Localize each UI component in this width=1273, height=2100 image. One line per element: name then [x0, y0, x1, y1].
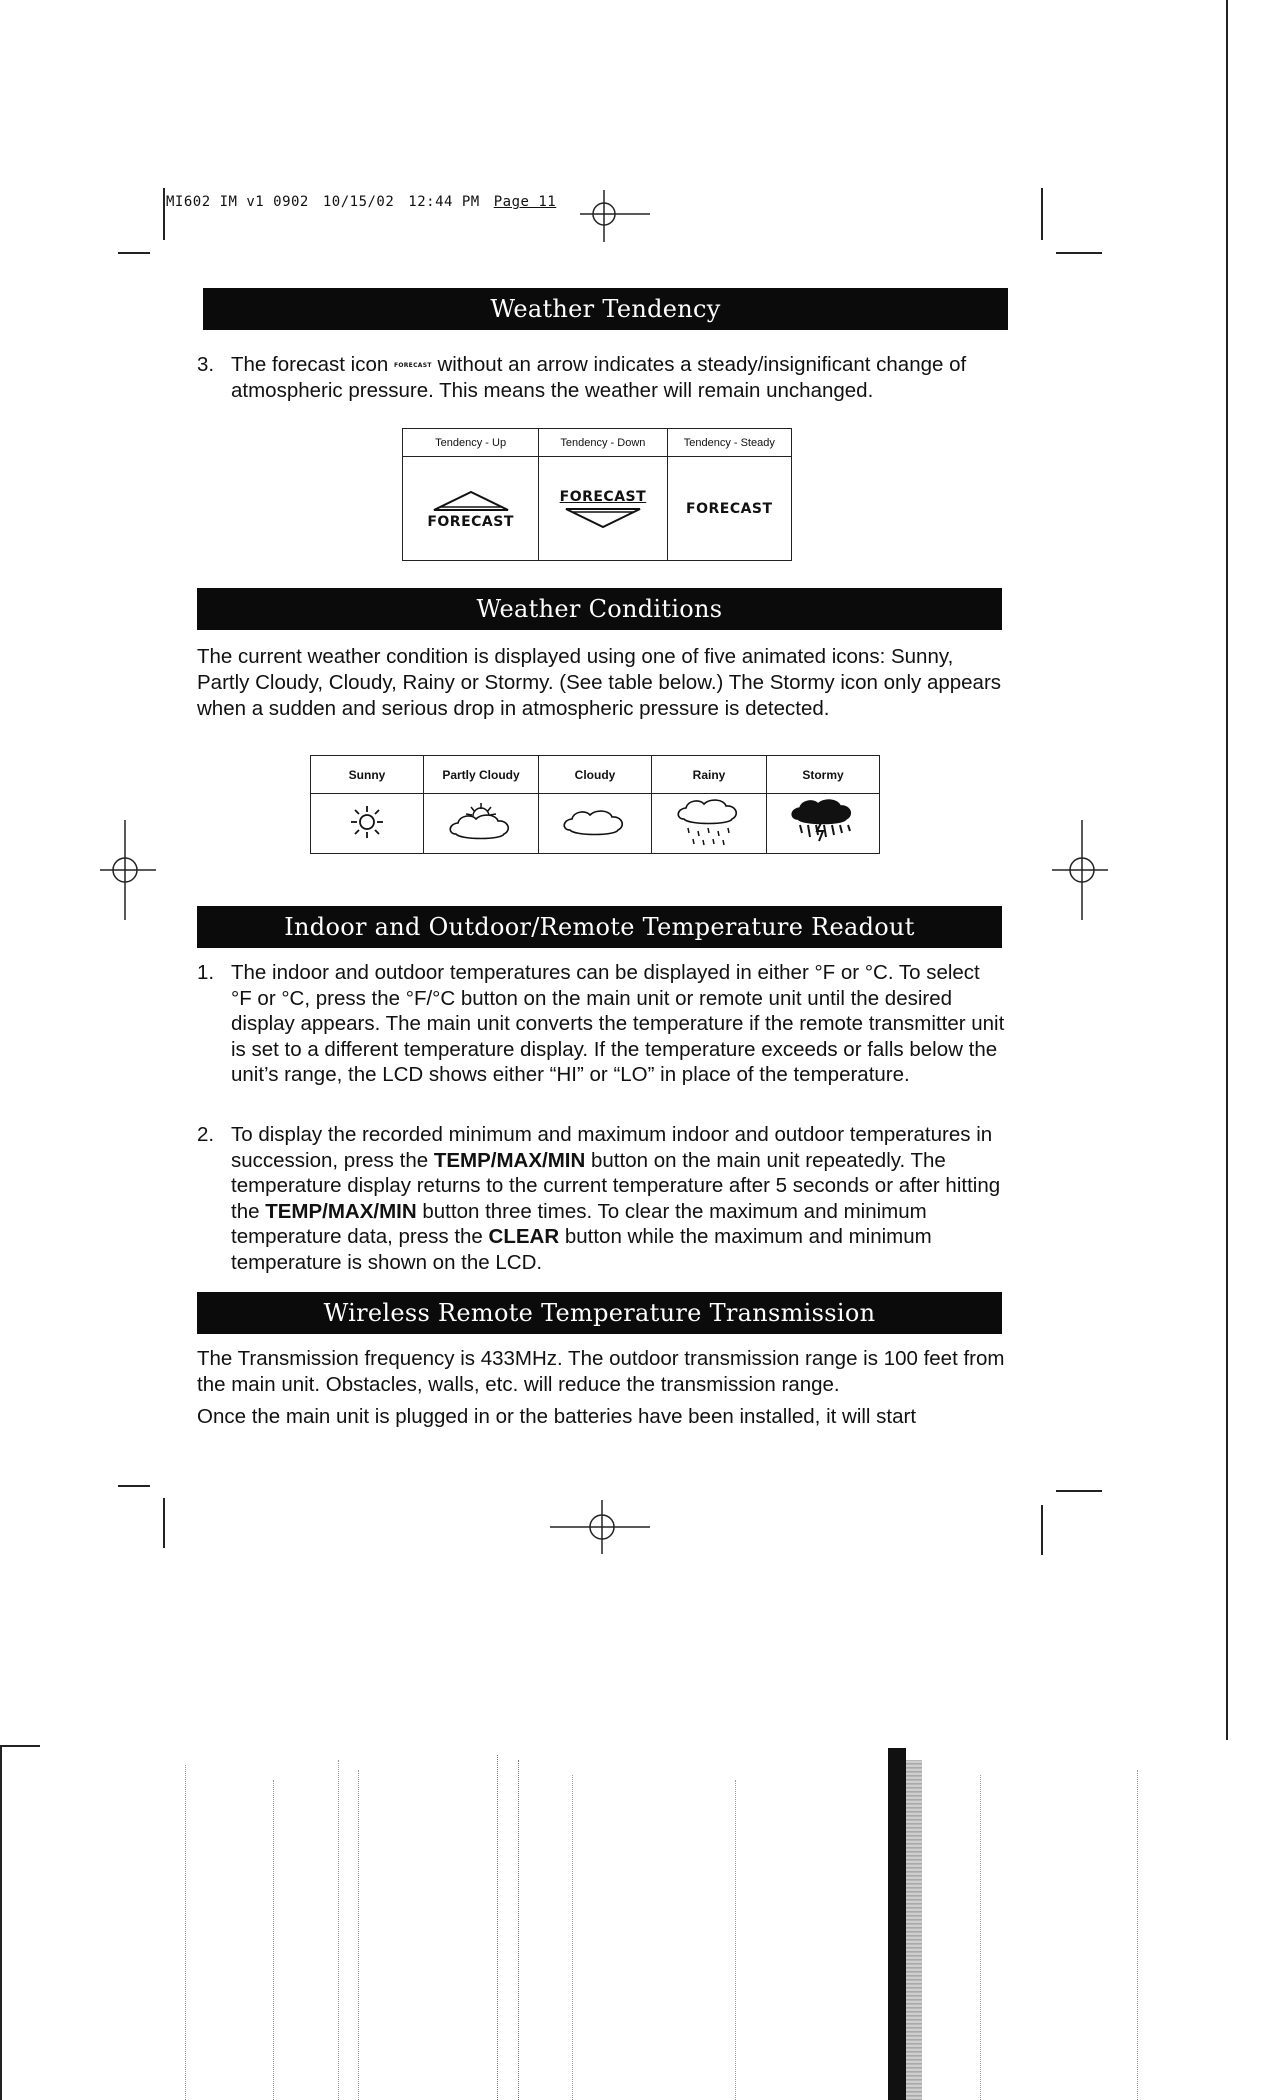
section-title-weather-tendency: Weather Tendency — [203, 288, 1008, 330]
forecast-inline-icon: FORECAST — [393, 361, 432, 369]
item-text-part: without an arrow indicates a steady/insignificant change of atmospheric pressure. This means the weather will remain unchanged. — [231, 353, 967, 403]
list-text — [231, 352, 1005, 404]
temp-max-min-button-label: TEMP/MAX/MIN — [265, 1199, 417, 1223]
scan-artifact-line — [518, 1760, 519, 2100]
condition-header-rainy: Rainy — [652, 756, 767, 794]
page-edge-line — [0, 1745, 40, 1747]
wireless-paragraph-1: The Transmission frequency is 433MHz. The outdoor transmission range is 100 feet from the main unit. Obstacles, walls, etc. will reduce the transmission range. — [197, 1347, 1005, 1396]
scan-artifact-line — [980, 1775, 981, 2100]
forecast-label: FORECAST — [686, 500, 773, 517]
storm-cloud-icon — [788, 795, 858, 849]
section-title-temperature-readout: Indoor and Outdoor/Remote Temperature Readout — [197, 906, 1002, 948]
scan-artifact-line — [338, 1760, 339, 2100]
page-edge-line — [0, 1745, 2, 2100]
condition-header-stormy: Stormy — [767, 756, 880, 794]
temp-max-min-button-label: TEMP/MAX/MIN — [433, 1148, 586, 1172]
list-text — [231, 1122, 1005, 1275]
temperature-item-2 — [197, 1122, 1017, 1282]
crop-mark — [1041, 188, 1043, 240]
cloud-icon — [560, 802, 630, 842]
crop-mark — [163, 1498, 165, 1548]
scan-artifact-line — [1137, 1770, 1138, 2100]
print-slug — [166, 194, 570, 210]
tendency-header-steady: Tendency - Steady — [667, 429, 791, 457]
rain-cloud-icon — [674, 795, 744, 849]
condition-header-partly-cloudy: Partly Cloudy — [424, 756, 539, 794]
cloudy-cell — [539, 794, 652, 854]
condition-header-cloudy: Cloudy — [539, 756, 652, 794]
scan-artifact-line — [572, 1775, 573, 2100]
crop-mark — [1041, 1505, 1043, 1555]
crop-mark — [118, 1485, 150, 1487]
crop-mark — [118, 252, 150, 254]
slug-page: Page 11 — [493, 194, 557, 210]
scan-artifact-line — [273, 1780, 274, 2100]
item-text-part: The forecast icon — [231, 353, 389, 376]
page-edge-line — [1226, 0, 1228, 1740]
tendency-down-cell — [539, 457, 667, 561]
crop-mark — [163, 188, 165, 240]
scan-artifact-line — [358, 1770, 359, 2100]
item-text-part: button on the main unit repeatedly. The temperature display returns to the current temperature after 5 seconds or after hitting the — [231, 1148, 1001, 1223]
scan-artifact-band — [906, 1760, 922, 2100]
item-text-part: button while the maximum and minimum temperature is shown on the LCD. — [231, 1225, 932, 1274]
list-number: 1. — [197, 961, 215, 984]
slug-time: 12:44 PM — [408, 194, 480, 210]
rainy-cell — [652, 794, 767, 854]
section-title-wireless-transmission: Wireless Remote Temperature Transmission — [197, 1292, 1002, 1334]
forecast-label: FORECAST — [427, 513, 514, 530]
registration-mark-icon — [580, 190, 650, 242]
item-text-part: To display the recorded minimum and maximum indoor and outdoor temperatures in succession, press the — [231, 1123, 993, 1172]
sun-icon — [347, 802, 387, 842]
wireless-paragraph-2: Once the main unit is plugged in or the batteries have been installed, it will start — [197, 1405, 917, 1428]
arrow-down-icon — [558, 505, 648, 529]
slug-date: 10/15/02 — [322, 194, 395, 210]
section-title-weather-conditions: Weather Conditions — [197, 588, 1002, 630]
conditions-paragraph: The current weather condition is displayed using one of five animated icons: Sunny, Partly Cloudy, Cloudy, Rainy or Stormy. (See table below.) The Stormy icon only appears when a sudden and serious drop in atmospheric pressure is detected. — [197, 645, 1002, 720]
forecast-label: FORECAST — [559, 488, 647, 505]
partly-cloudy-cell — [424, 794, 539, 854]
temperature-item-1 — [197, 960, 1017, 1120]
conditions-table — [310, 755, 880, 854]
arrow-up-icon — [426, 488, 516, 514]
slug-doc-id: MI602 IM v1 0902 — [166, 194, 309, 210]
tendency-header-up: Tendency - Up — [403, 429, 539, 457]
scan-artifact-line — [497, 1755, 498, 2100]
list-number: 2. — [197, 1123, 215, 1146]
partly-cloudy-icon — [446, 800, 516, 844]
crop-mark — [1056, 252, 1102, 254]
registration-mark-icon — [550, 1500, 650, 1554]
item-text-part: button three times. To clear the maximum and minimum temperature data, press the — [231, 1199, 927, 1248]
tendency-table — [402, 428, 792, 561]
list-text: The indoor and outdoor temperatures can be displayed in either °F or °C. To select °F or °C, press the °F/°C button on the main unit or remote unit until the desired display appears. The main unit converts the temperature if the remote transmitter unit is set to a different temperature display. If the temperature exceeds or falls below the unit’s range, the LCD shows either “HI” or “LO” in place of the temperature. — [231, 961, 1005, 1086]
tendency-steady-cell — [667, 457, 791, 561]
crop-mark — [1056, 1490, 1102, 1492]
tendency-up-cell — [403, 457, 539, 561]
condition-header-sunny: Sunny — [311, 756, 424, 794]
clear-button-label: CLEAR — [488, 1225, 560, 1248]
scan-artifact-line — [735, 1780, 736, 2100]
tendency-item — [197, 352, 1017, 408]
sunny-cell — [311, 794, 424, 854]
registration-mark-icon — [1052, 820, 1108, 920]
scan-artifact-line — [185, 1765, 186, 2100]
scan-artifact-bar — [888, 1748, 906, 2100]
stormy-cell — [767, 794, 880, 854]
registration-mark-icon — [100, 820, 156, 920]
tendency-header-down: Tendency - Down — [539, 429, 667, 457]
list-number: 3. — [197, 353, 215, 376]
